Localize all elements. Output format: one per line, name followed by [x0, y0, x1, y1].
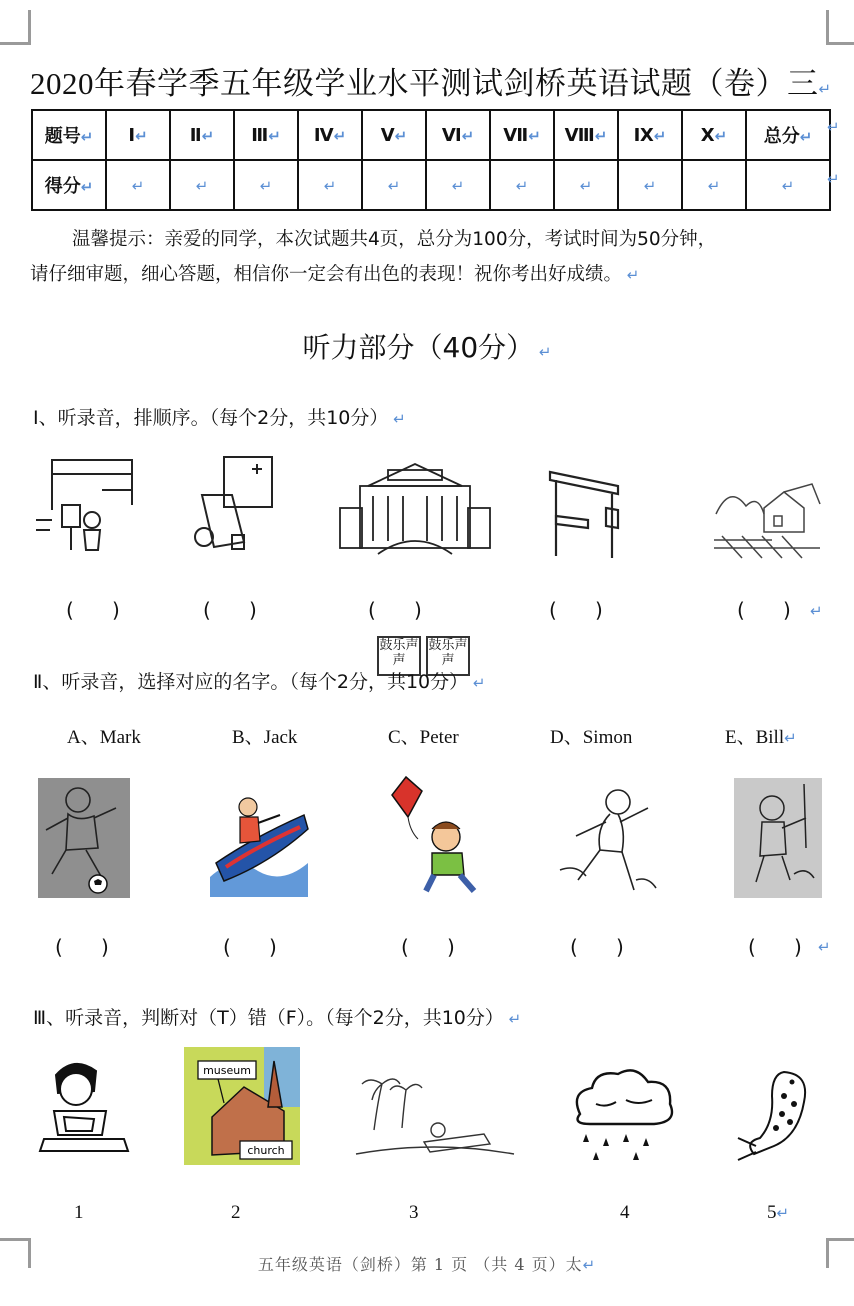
q3-item-number: 4: [620, 1202, 630, 1223]
q3-heading: Ⅲ、听录音，判断对（T）错（F）。（每个2分，共10分） ↵: [33, 1007, 522, 1029]
page-footer: 五年级英语（剑桥）第 1 页 （共 4 页）太↵: [257, 1255, 597, 1274]
corner-mark-tl: [28, 10, 31, 44]
score-input-cell[interactable]: ↵: [298, 160, 362, 210]
q1-picture-hospital: [192, 447, 278, 557]
q1-answer-blank[interactable]: ( ): [368, 598, 422, 622]
score-header-cell: 题号↵: [32, 110, 106, 160]
score-header-cell: Ⅷ↵: [554, 110, 618, 160]
score-input-cell[interactable]: ↵: [746, 160, 830, 210]
q2-answer-blank[interactable]: ( ): [223, 935, 277, 959]
corner-mark-bl: [0, 1238, 31, 1241]
q3-picture-rain-cloud: [566, 1064, 678, 1166]
score-header-cell: Ⅳ↵: [298, 110, 362, 160]
q3-picture-reading-boy: [34, 1055, 132, 1157]
q1-answer-blank[interactable]: ( ): [549, 598, 603, 622]
score-input-cell[interactable]: ↵: [170, 160, 234, 210]
q3-item-number: 1: [74, 1202, 84, 1223]
tip-line-2: 请仔细审题，细心答题，相信你一定会有出色的表现！祝你考出好成绩。 ↵: [30, 264, 640, 285]
row-end-mark: ↵: [810, 602, 823, 620]
score-input-cell[interactable]: ↵: [426, 160, 490, 210]
sign-church: church: [247, 1144, 285, 1157]
tip-line-1: 温馨提示：亲爱的同学，本次试题共4页，总分为100分，考试时间为50分钟，: [72, 229, 717, 250]
score-header-cell: Ⅸ↵: [618, 110, 682, 160]
score-input-cell[interactable]: ↵: [618, 160, 682, 210]
q1-picture-village: [712, 474, 822, 560]
score-table-score-row: [32, 160, 830, 210]
q2-answer-blank[interactable]: ( ): [570, 935, 624, 959]
section-title: 听力部分（40分） ↵: [302, 331, 552, 364]
score-header-cell: Ⅵ↵: [426, 110, 490, 160]
score-input-cell[interactable]: ↵: [490, 160, 554, 210]
q2-picture-jet-ski: [204, 785, 312, 897]
score-table-header-row: [32, 110, 830, 160]
q3-picture-beach: [354, 1070, 518, 1166]
q1-heading: Ⅰ、听录音，排顺序。（每个2分，共10分） ↵: [33, 407, 406, 429]
page-title: 2020年春学季五年级学业水平测试剑桥英语试题（卷）三↵: [30, 66, 832, 101]
q1-picture-bus-stop: [548, 468, 624, 560]
q2-name-option: B、Jack: [232, 727, 298, 748]
corner-mark-tr: [826, 42, 854, 45]
score-header-cell: 总分↵: [746, 110, 830, 160]
score-input-cell[interactable]: ↵: [234, 160, 298, 210]
q2-heading: Ⅱ、听录音，选择对应的名字。（每个2分，共10分） ↵: [33, 671, 486, 693]
score-header-cell: Ⅶ↵: [490, 110, 554, 160]
score-input-cell[interactable]: ↵: [682, 160, 746, 210]
stamp-logo: 鼓乐声声: [377, 636, 421, 676]
q2-answer-blank[interactable]: ( ): [55, 935, 109, 959]
score-input-cell[interactable]: ↵: [106, 160, 170, 210]
q2-name-option: A、Mark: [67, 727, 141, 748]
score-header-cell: Ⅲ↵: [234, 110, 298, 160]
q2-answer-blank[interactable]: ( ): [748, 935, 802, 959]
q2-name-option: C、Peter: [388, 727, 459, 748]
score-input-cell[interactable]: ↵: [362, 160, 426, 210]
sign-museum: museum: [203, 1064, 251, 1077]
row-end-mark: ↵: [818, 938, 831, 956]
score-table: [31, 109, 831, 211]
q2-answer-blank[interactable]: ( ): [401, 935, 455, 959]
corner-mark-tr: [826, 10, 829, 44]
stamp-logo: 鼓乐声声: [426, 636, 470, 676]
q2-picture-running-boy: [556, 780, 660, 898]
corner-mark-br: [826, 1238, 854, 1241]
q1-answer-blank[interactable]: ( ): [66, 598, 120, 622]
row-end-mark: ↵: [827, 118, 840, 136]
score-input-cell[interactable]: ↵: [554, 160, 618, 210]
q3-item-number: 5↵: [767, 1202, 790, 1223]
tip-text: [30, 222, 830, 293]
q3-picture-seal: [734, 1066, 822, 1162]
score-header-cell: Ⅰ↵: [106, 110, 170, 160]
q2-name-option: D、Simon: [550, 727, 633, 748]
score-header-cell: Ⅴ↵: [362, 110, 426, 160]
row-end-mark: ↵: [827, 170, 840, 188]
q2-picture-kite-boy: [388, 775, 484, 897]
q3-item-number: 3: [409, 1202, 419, 1223]
score-header-cell: Ⅹ↵: [682, 110, 746, 160]
score-header-cell: Ⅱ↵: [170, 110, 234, 160]
score-row-label: 得分↵: [32, 160, 106, 210]
q2-picture-fishing-boy: [734, 778, 822, 898]
q1-picture-museum: [338, 458, 492, 558]
q1-answer-blank[interactable]: ( ): [737, 598, 791, 622]
q3-item-number: 2: [231, 1202, 241, 1223]
q2-name-option: E、Bill↵: [725, 727, 797, 748]
corner-mark-tl: [0, 42, 31, 45]
q1-picture-house-scene: [32, 450, 138, 558]
q1-answer-blank[interactable]: ( ): [203, 598, 257, 622]
q2-picture-football-boy: [38, 778, 130, 898]
q3-picture-museum-church: [184, 1047, 300, 1165]
